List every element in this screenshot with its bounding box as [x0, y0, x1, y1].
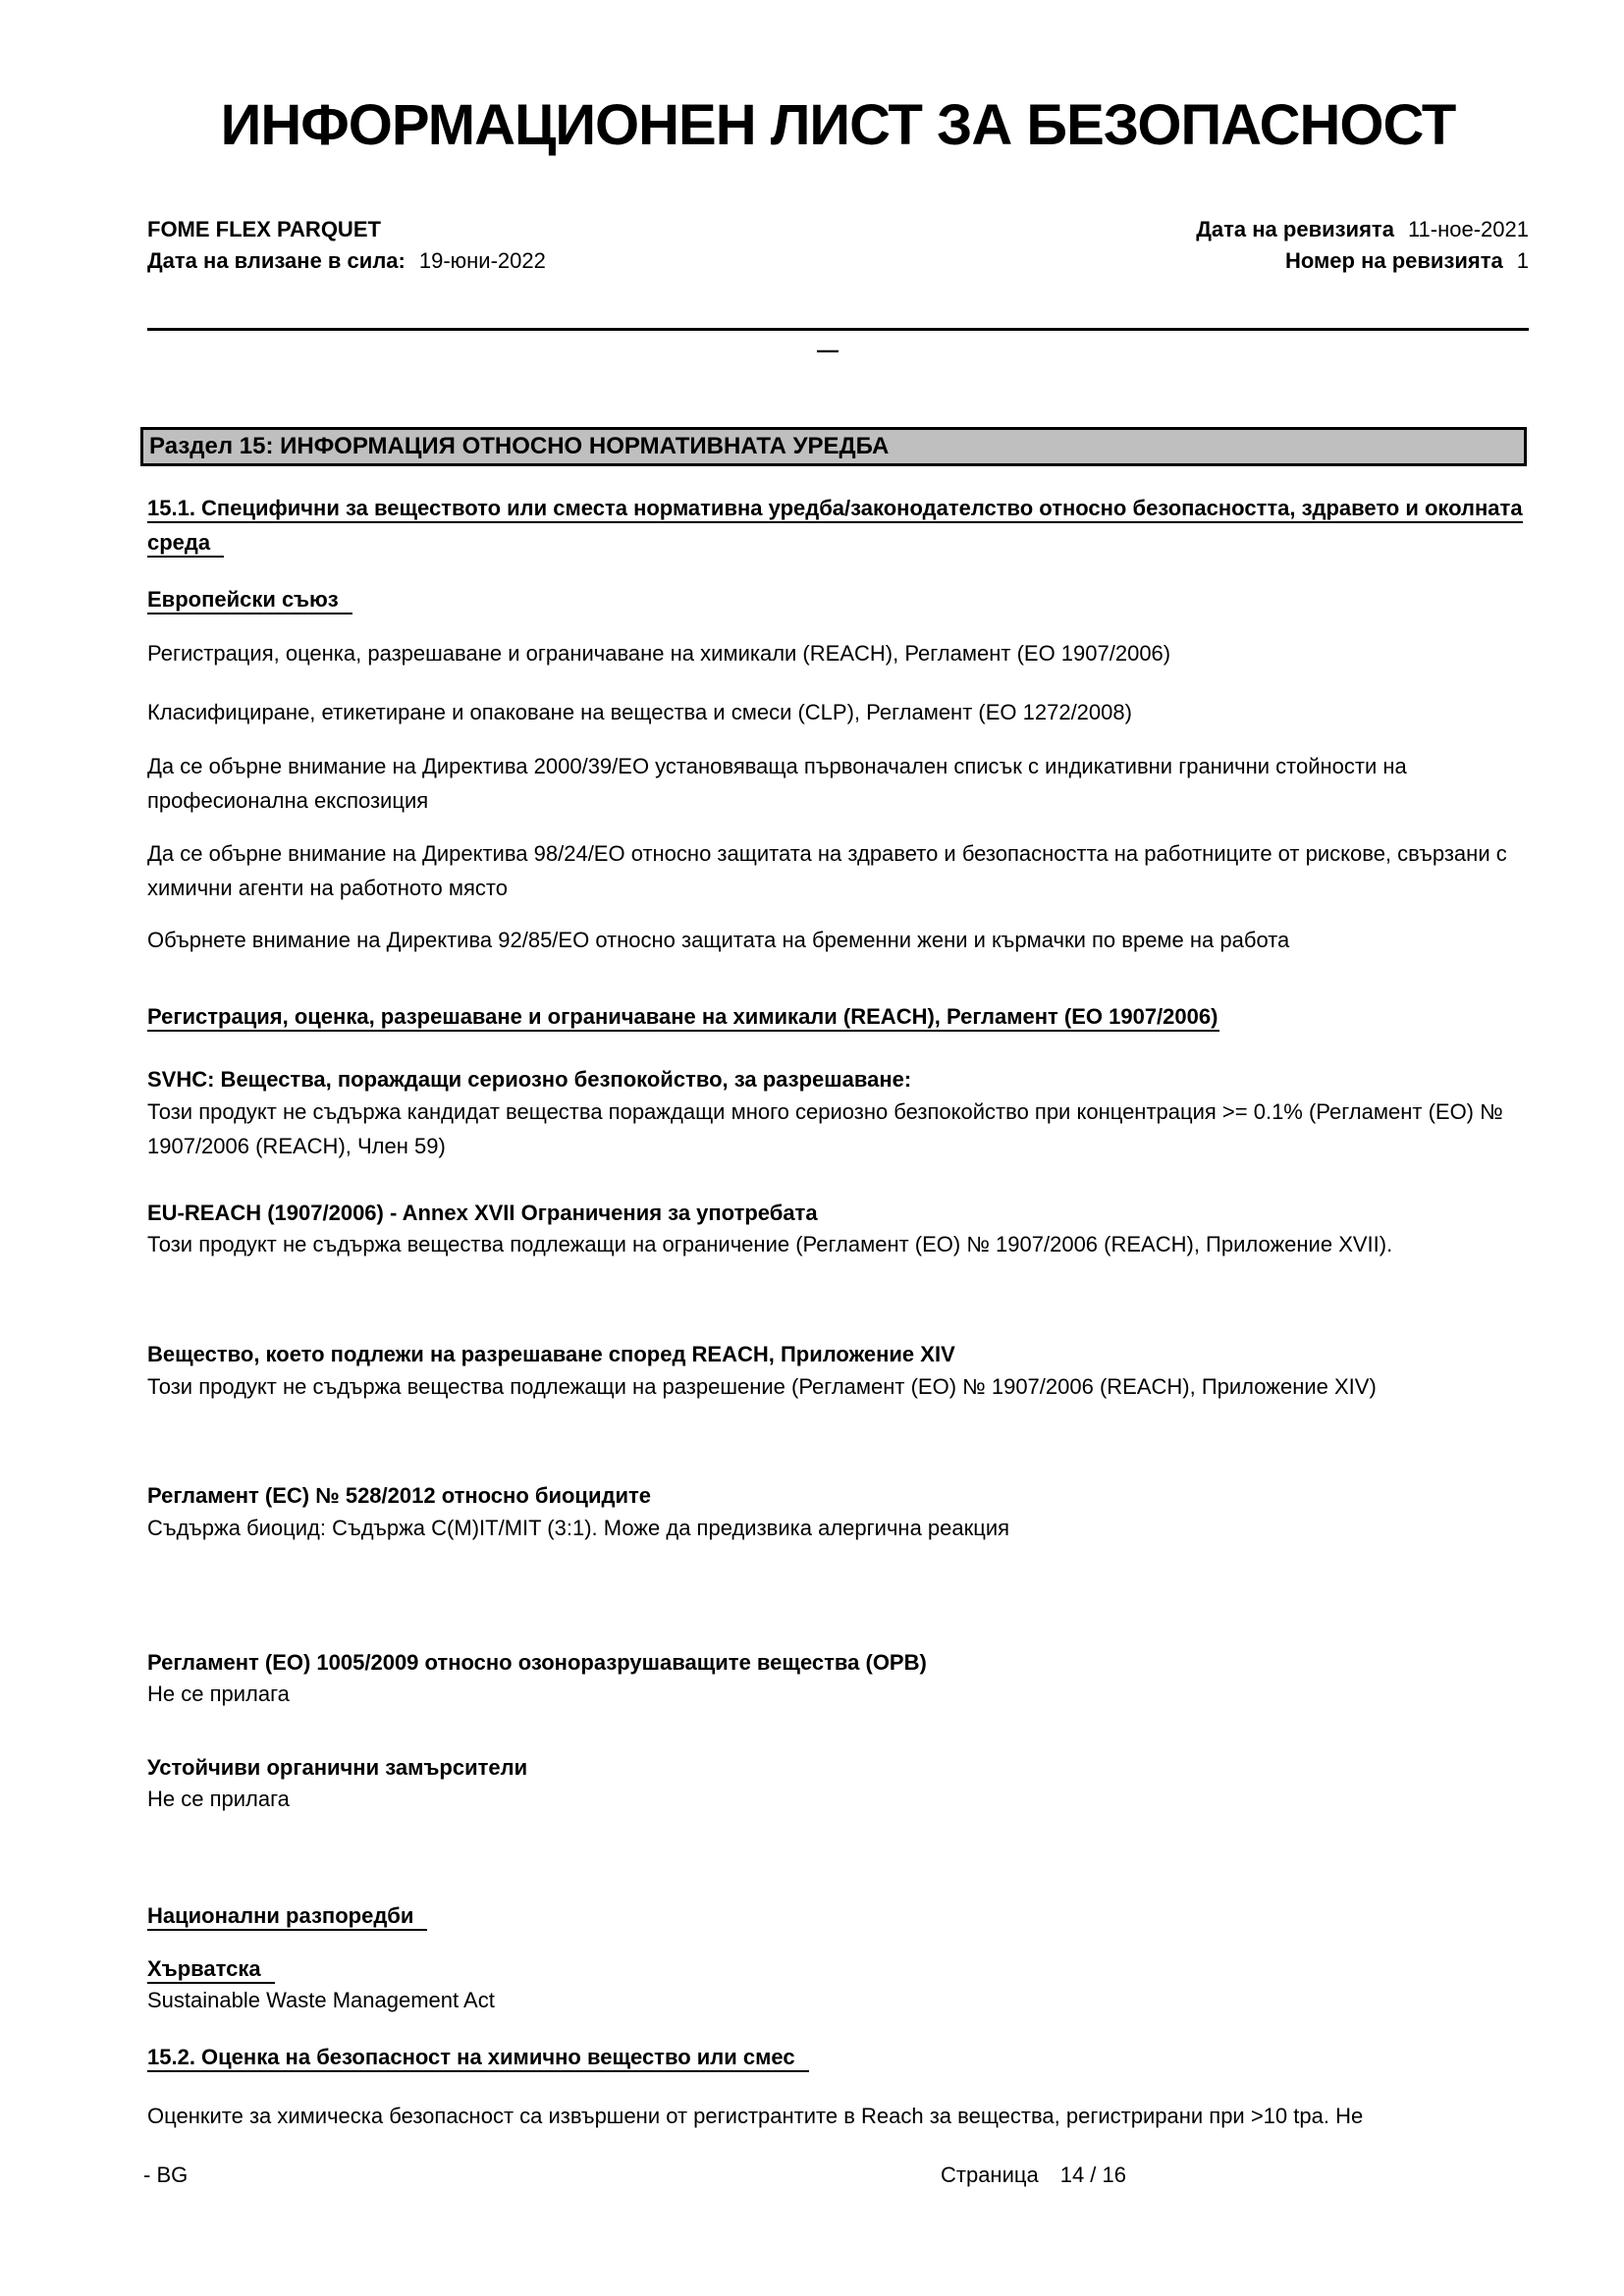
revision-date-value: 11-ное-2021 — [1407, 217, 1529, 241]
document-title: ИНФОРМАЦИОНЕН ЛИСТ ЗА БЕЗОПАСНОСТ — [220, 93, 1456, 157]
header-right-block — [1196, 214, 1529, 277]
product-name: FOME FLEX PARQUET — [147, 217, 381, 241]
biocide-text: Съдържа биоцид: Съдържа C(M)IT/MIT (3:1). Може да предизвика алергична реакция — [147, 1516, 1010, 1540]
footer-page-indicator — [941, 2163, 1126, 2188]
svhc-heading: SVHC: Вещества, пораждащи сериозно безпокойство, за разрешаване: — [147, 1067, 912, 1092]
biocide-heading: Регламент (ЕС) № 528/2012 относно биоцидите — [147, 1483, 651, 1508]
effective-date-value: 19-юни-2022 — [418, 248, 546, 273]
paragraph-directive-2000-39: Да се обърне внимание на Директива 2000/39/ЕО установяваща първоначален списък с индикативни гранични стойности на професионална експозиция — [147, 754, 1407, 813]
annex-xvii-heading: EU-REACH (1907/2006) - Annex XVII Ограничения за употребата — [147, 1201, 818, 1225]
effective-date-label: Дата на влизане в сила: — [147, 248, 406, 273]
croatia-text: Sustainable Waste Management Act — [147, 1988, 495, 2012]
revision-number-row — [1196, 245, 1529, 277]
subsection-15-2-heading: 15.2. Оценка на безопасност на химично вещество или смес — [147, 2040, 1529, 2074]
section-15-title-bar: Раздел 15: ИНФОРМАЦИЯ ОТНОСНО НОРМАТИВНАТА УРЕДБА — [140, 427, 1527, 466]
revision-number-label: Номер на ревизията — [1284, 248, 1503, 273]
reach-block-heading: Регистрация, оценка, разрешаване и ограничаване на химикали (REACH), Регламент (ЕО 1907/2006) — [147, 999, 1529, 1034]
annex-xvii-text: Този продукт не съдържа вещества подлежащи на ограничение (Регламент (ЕО) № 1907/2006 (REACH), Приложение XVII). — [147, 1232, 1393, 1256]
footer-page-number: 14 / 16 — [1059, 2163, 1126, 2187]
paragraph-reach-intro: Регистрация, оценка, разрешаване и ограничаване на химикали (REACH), Регламент (ЕО 1907/2006) — [147, 641, 1171, 666]
eu-heading: Европейски съюз — [147, 582, 352, 616]
ods-heading: Регламент (ЕО) 1005/2009 относно озоноразрушаващите вещества (ОРВ) — [147, 1650, 927, 1675]
ods-text: Не се прилага — [147, 1682, 290, 1706]
subsection-15-2-text: Оценките за химическа безопасност са извършени от регистрантите в Reach за вещества, регистрирани при >10 tpa. Не — [147, 2104, 1364, 2128]
paragraph-clp-intro: Класифициране, етикетиране и опаковане на вещества и смеси (CLP), Регламент (ЕО 1272/2008) — [147, 700, 1132, 724]
revision-date-row — [1196, 214, 1529, 245]
annex-xiv-text: Този продукт не съдържа вещества подлежащи на разрешение (Регламент (ЕО) № 1907/2006 (REACH), Приложение XIV) — [147, 1374, 1377, 1399]
header-left-block — [147, 214, 546, 277]
footer-page-label: Страница — [941, 2163, 1039, 2187]
national-regulations-heading: Национални разпоредби — [147, 1898, 427, 1933]
paragraph-directive-92-85: Обърнете внимание на Директива 92/85/ЕО относно защитата на бременни жени и кърмачки по време на работа — [147, 928, 1290, 952]
pops-heading: Устойчиви органични замърсители — [147, 1755, 528, 1780]
footer-language: - BG — [143, 2163, 189, 2187]
croatia-heading: Хърватска — [147, 1951, 275, 1986]
revision-number-value: 1 — [1516, 248, 1529, 273]
paragraph-directive-98-24: Да се обърне внимание на Директива 98/24/ЕО относно защитата на здравето и безопасността на работниците от рискове, свързани с химични агенти на работното място — [147, 841, 1507, 900]
svhc-text: Този продукт не съдържа кандидат вещества пораждащи много сериозно безпокойство при концентрация >= 0.1% (Регламент (ЕО) № 1907/2006 (REACH), Член 59) — [147, 1099, 1503, 1158]
annex-xiv-heading: Вещество, което подлежи на разрешаване според REACH, Приложение XIV — [147, 1342, 955, 1366]
subsection-15-1-heading: 15.1. Специфични за веществото или сместа нормативна уредба/законодателство относно безопасността, здравето и околната среда — [147, 491, 1529, 560]
empty-content-dash: — — [817, 338, 839, 362]
effective-date-row — [147, 245, 546, 277]
revision-date-label: Дата на ревизията — [1196, 217, 1394, 241]
pops-text: Не се прилага — [147, 1787, 290, 1811]
header-divider-rule — [147, 328, 1529, 331]
